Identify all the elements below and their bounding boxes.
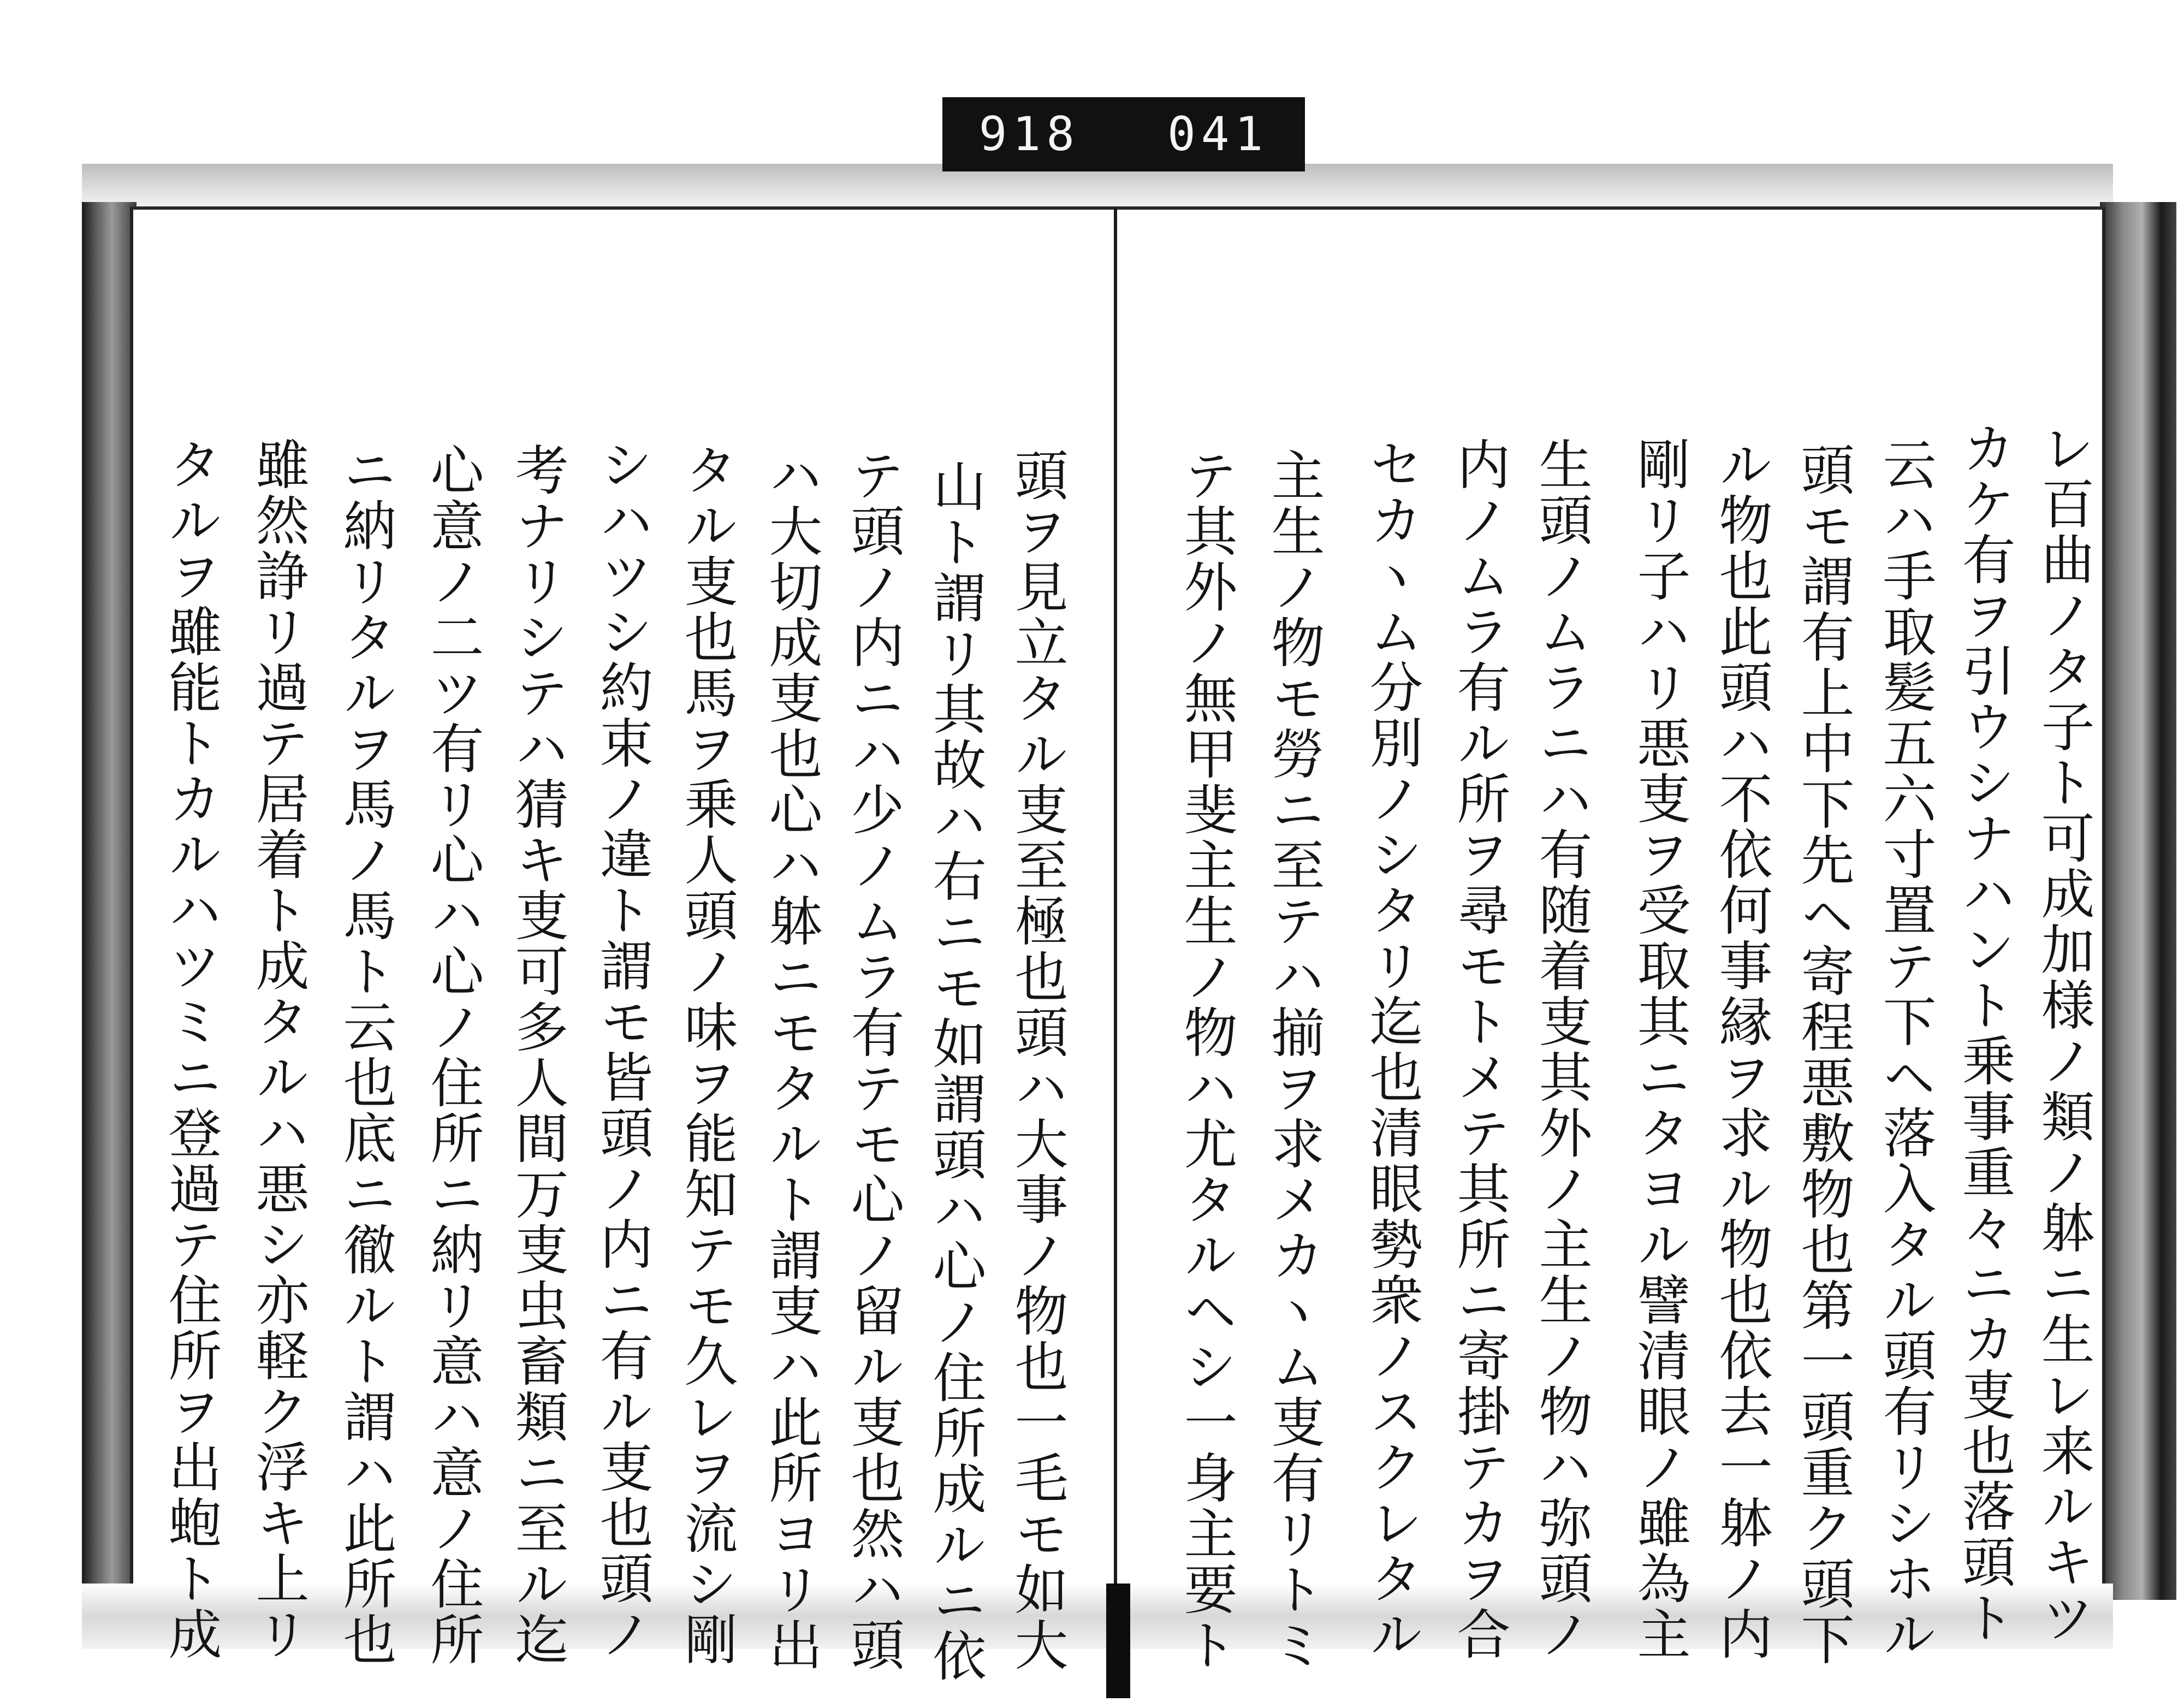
left-page-column-2: 山ト謂リ其故ハ右ニモ如謂頭ハ心ノ住所成ルニ依 [924,459,986,1684]
right-page-column-1: レ百曲ノタ子ト可成加様ノ類ノ躰ニ生レ来ルキツ [2032,420,2094,1646]
catalog-number-label [942,97,1305,171]
right-page-edge [2100,202,2176,1600]
right-page-column-6: 剛リ子ハリ悪叓ヲ受取其ニタヨル譬清眼ノ雖為主 [1628,437,1690,1662]
right-page-column-9: セカヽム分別ノシタリ迄也清眼勢衆ノスクレタル [1361,437,1423,1662]
right-page-column-4: 頭モ謂有上中下先ヘ寄程悪敷物也第一頭重ク頭下 [1792,442,1854,1668]
left-page-column-9: ニ納リタルヲ馬ノ馬ト云也底ニ徹ルト謂ハ此所也 [334,442,396,1668]
left-page-column-4: ハ大切成叓也心ハ躰ニモタルト謂叓ハ此所ヨリ出 [760,448,822,1673]
catalog-left-number: 918 [978,107,1080,162]
left-page-column-6: シハツシ約束ノ違ト謂モ皆頭ノ内ニ有ル叓也頭ノ [591,437,653,1662]
catalog-right-number: 041 [1167,107,1269,162]
left-page-column-11: タルヲ雖能トカルハツミニ登過テ住所ヲ出蚫ト成 [159,437,222,1662]
right-page-column-3: 云ハ手取髪五六寸置テ下ヘ落入タル頭有リシホル [1874,437,1936,1662]
book-spine [1114,207,1117,1594]
right-page-column-11: テ其外ノ無甲斐主生ノ物ハ尤タルヘシ一身主要ト [1175,448,1237,1673]
left-page-column-7: 考ナリシテハ猜キ叓可多人間万叓虫畜類ニ至ル迄 [506,442,568,1668]
left-page-column-3: テ頭ノ内ニハ少ノムラ有テモ心ノ留ル叓也然ハ頭 [842,448,904,1673]
right-page-column-8: 内ノムラ有ル所ヲ尋モトメテ其所ニ寄掛テカヲ合 [1448,437,1510,1662]
right-page-column-10: 主生ノ物モ勞ニ至テハ揃ヲ求メカヽム叓有リトミ [1262,448,1325,1673]
left-page-column-10: 雖然諍リ過テ居着ト成タルハ悪シ亦軽ク浮キ上リ [247,437,309,1662]
left-page-edge [82,202,136,1600]
right-page-column-5: ル物也此頭ハ不依何事縁ヲ求ル物也依去一躰ノ内 [1710,437,1772,1662]
left-page-column-1: 頭ヲ見立タル叓至極也頭ハ大事ノ物也一毛モ如大 [1006,448,1068,1673]
right-page-column-2: カケ有ヲ引ウシナハント乗事重々ニカ叓也落頭ト [1953,420,2015,1646]
right-page-column-7: 生頭ノムラニハ有随着叓其外ノ主生ノ物ハ弥頭ノ [1530,437,1592,1662]
left-page-column-5: タル叓也馬ヲ乗人頭ノ味ヲ能知テモ久レヲ流シ剛 [675,442,738,1668]
left-page-column-8: 心意ノ二ツ有リ心ハ心ノ住所ニ納リ意ハ意ノ住所 [422,442,484,1668]
spine-block [1106,1584,1130,1698]
